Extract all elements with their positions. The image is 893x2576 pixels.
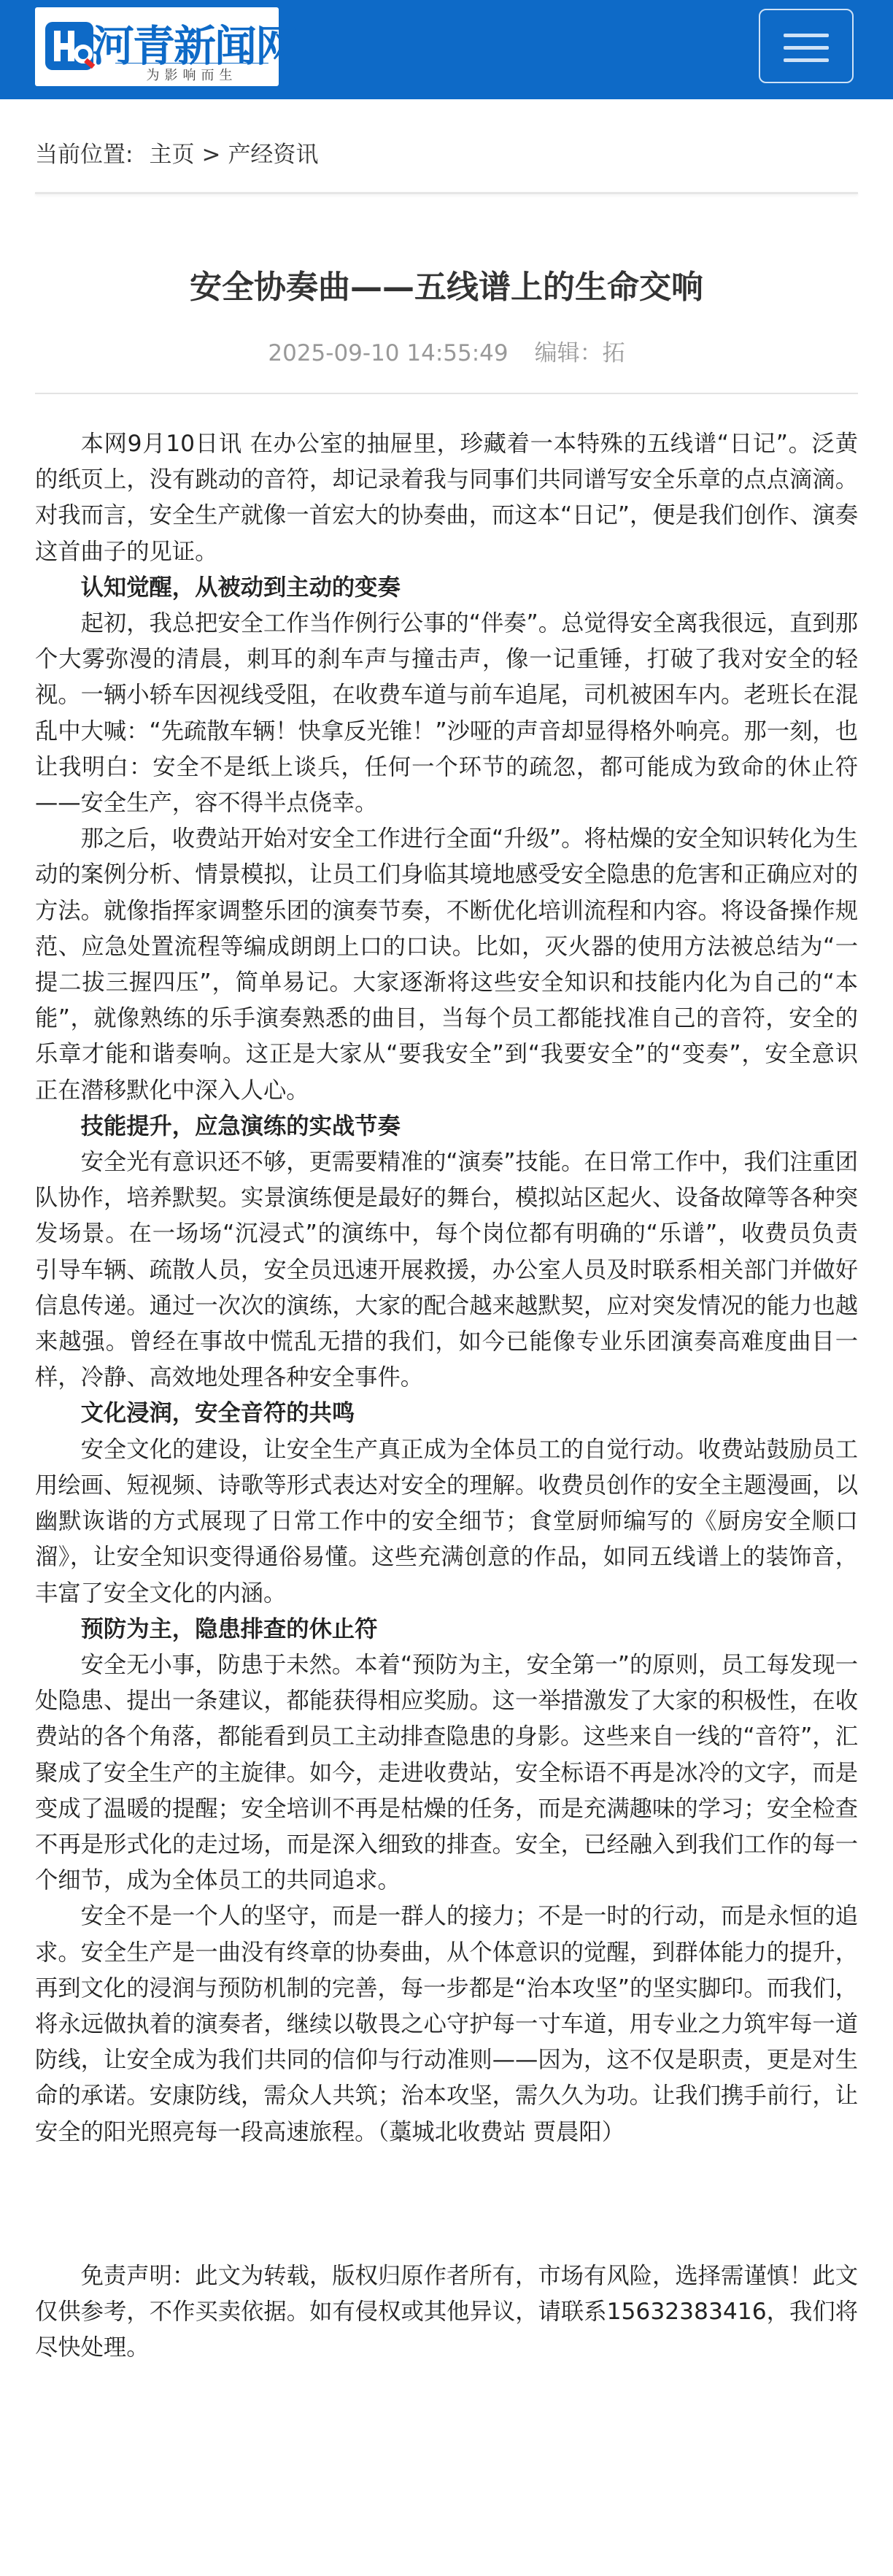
article-editor: 编辑：拓: [534, 340, 625, 366]
article-date: 2025-09-10 14:55:49: [268, 340, 509, 366]
article-title: 安全协奏曲——五线谱上的生命交响: [190, 269, 703, 307]
disclaimer: 免责声明：此文为转载，版权归原作者所有，市场有风险，选择需谨慎！此文仅供参考，不作买卖依据。如有侵权或其他异议，请联系15632383416，我们将尽快处理。: [35, 2262, 858, 2361]
breadcrumb-separator: >: [201, 142, 221, 168]
menu-icon: [784, 58, 829, 62]
menu-button[interactable]: [759, 9, 854, 83]
article-paragraph: 起初，我总把安全工作当作例行公事的“伴奏”。总觉得安全离我很远，直到那个大雾弥漫的清晨，刺耳的刹车声与撞击声，像一记重锤，打破了我对安全的轻视。一辆小轿车因视线受阻，在收费车道与前车追尾，司机被困车内。老班长在混乱中大喊：“先疏散车辆！快拿反光锥！”沙哑的声音却显得格外响亮。那一刻，也让我明白：安全不是纸上谈兵，任何一个环节的疏忽，都可能成为致命的休止符——安全生产，容不得半点侥幸。: [35, 610, 858, 817]
site-logo[interactable]: [35, 7, 297, 86]
article-body: [35, 426, 858, 2366]
breadcrumb-home-link[interactable]: 主页: [149, 142, 195, 168]
article-paragraph: 安全光有意识还不够，更需要精准的“演奏”技能。在日常工作中，我们注重团队协作，培养默契。实景演练便是最好的舞台，模拟站区起火、设备故障等各种突发场景。在一场场“沉浸式”的演练中，每个岗位都有明确的“乐谱”，收费员负责引导车辆、疏散人员，安全员迅速开展救援，办公室人员及时联系相关部门并做好信息传递。通过一次次的演练，大家的配合越来越默契，应对突发情况的能力也越来越强。曾经在事故中慌乱无措的我们，如今已能像专业乐团演奏高难度曲目一样，冷静、高效地处理各种安全事件。: [35, 1149, 858, 1391]
section-heading: 技能提升，应急演练的实战节奏: [80, 1112, 401, 1139]
breadcrumb-divider: [35, 192, 858, 194]
section-heading: 文化浸润，安全音符的共鸣: [80, 1400, 355, 1427]
site-header: [0, 0, 893, 99]
menu-icon: [784, 46, 829, 50]
article-paragraph: 安全不是一个人的坚守，而是一群人的接力；不是一时的行动，而是永恒的追求。安全生产是一曲没有终章的协奏曲，从个体意识的觉醒，到群体能力的提升，再到文化的浸润与预防机制的完善，每一步都是“治本攻坚”的坚实脚印。而我们，将永远做执着的演奏者，继续以敬畏之心守护每一寸车道，用专业之力筑牢每一道防线，让安全成为我们共同的信仰与行动准则——因为，这不仅是职责，更是对生命的承诺。安康防线，需众人共筑；治本攻坚，需久久为功。让我们携手前行，让安全的阳光照亮每一段高速旅程。（藁城北收费站 贾晨阳）: [35, 1903, 858, 2145]
breadcrumb-label: 当前位置:: [35, 142, 134, 168]
breadcrumb-category-link[interactable]: 产经资讯: [228, 142, 319, 168]
article-paragraph: 安全文化的建设，让安全生产真正成为全体员工的自觉行动。收费站鼓励员工用绘画、短视频、诗歌等形式表达对安全的理解。收费员创作的安全主题漫画，以幽默诙谐的方式展现了日常工作中的安全细节；食堂厨师编写的《厨房安全顺口溜》，让安全知识变得通俗易懂。这些充满创意的作品，如同五线谱上的装饰音，丰富了安全文化的内涵。: [35, 1436, 858, 1607]
article-meta: [35, 334, 858, 367]
meta-divider: [35, 393, 858, 394]
article-paragraph: 那之后，收费站开始对安全工作进行全面“升级”。将枯燥的安全知识转化为生动的案例分析、情景模拟，让员工们身临其境地感受安全隐患的危害和正确应对的方法。就像指挥家调整乐团的演奏节奏，不断优化培训流程和内容。将设备操作规范、应急处置流程等编成朗朗上口的口诀。比如，灭火器的使用方法被总结为“一提二拔三握四压”，简单易记。大家逐渐将这些安全知识和技能内化为自己的“本能”，就像熟练的乐手演奏熟悉的曲目，当每个员工都能找准自己的音符，安全的乐章才能和谐奏响。这正是大家从“要我安全”到“我要安全”的“变奏”，安全意识正在潜移默化中深入人心。: [35, 826, 858, 1104]
article-paragraph: 本网9月10日讯 在办公室的抽屉里，珍藏着一本特殊的五线谱“日记”。泛黄的纸页上，没有跳动的音符，却记录着我与同事们共同谱写安全乐章的点点滴滴。对我而言，安全生产就像一首宏大的协奏曲，而这本“日记”，便是我们创作、演奏这首曲子的见证。: [35, 431, 858, 565]
logo-slogan: 为影响而生: [115, 63, 268, 84]
logo-name: 河青新闻网: [92, 21, 297, 71]
section-heading: 认知觉醒，从被动到主动的变奏: [80, 574, 401, 601]
article-paragraph: 安全无小事，防患于未然。本着“预防为主，安全第一”的原则，员工每发现一处隐患、提出一条建议，都能获得相应奖励。这一举措激发了大家的积极性，在收费站的各个角落，都能看到员工主动排查隐患的身影。这些来自一线的“音符”，汇聚成了安全生产的主旋律。如今，走进收费站，安全标语不再是冰冷的文字，而是变成了温暖的提醒；安全培训不再是枯燥的任务，而是充满趣味的学习；安全检查不再是形式化的走过场，而是深入细致的排查。安全，已经融入到我们工作的每一个细节，成为全体员工的共同追求。: [35, 1651, 858, 1894]
section-heading: 预防为主，隐患排查的休止符: [80, 1615, 378, 1642]
menu-icon: [784, 34, 829, 37]
breadcrumb: [35, 136, 318, 169]
